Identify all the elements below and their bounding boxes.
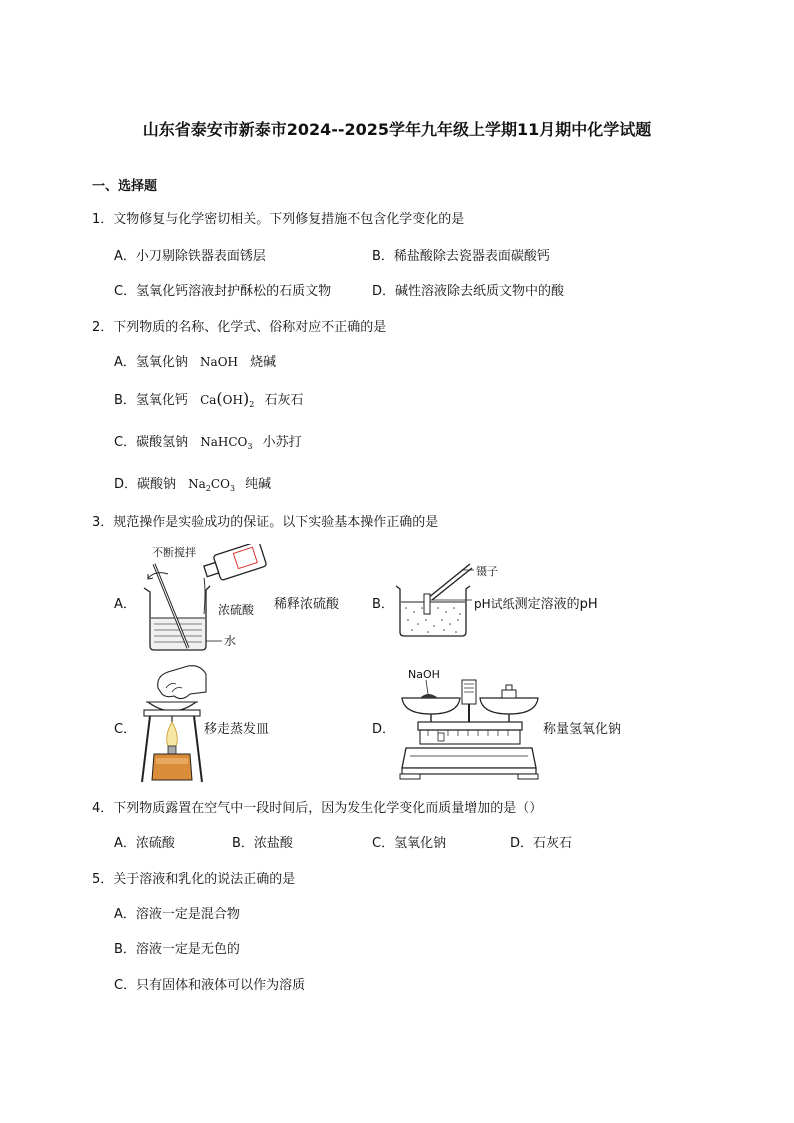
q2-stem: 2．下列物质的名称、化学式、俗称对应不正确的是 [92,320,387,335]
label-stir: 不断搅拌 [152,546,196,559]
q2-b-common: 石灰石 [264,393,304,408]
dilute-acid-illustration [138,544,274,652]
label-naoh: NaOH [408,668,440,681]
q2-b-formula: $Ca(OH)_2$ [200,389,255,409]
q1-option-d: D．碱性溶液除去纸质文物中的酸 [372,284,565,299]
q3-option-b-letter: B． [372,597,394,612]
q2-option-d [114,473,271,493]
q5-option-c: C．只有固体和液体可以作为溶质 [114,978,306,993]
q1-stem: 1．文物修复与化学密切相关。下列修复措施不包含化学变化的是 [92,212,465,227]
label-water: 水 [224,634,237,648]
q2-c-label: C．碳酸氢钠 [114,435,189,450]
q4-option-a: A．浓硫酸 [114,836,175,851]
q4-option-d: D．石灰石 [510,836,573,851]
q2-a-common: 烧碱 [250,355,277,370]
q3-option-b-caption: pH试纸测定溶液的pH [474,597,598,612]
q2-option-b [114,389,303,409]
q2-a-label: A．氢氧化钠 [114,355,188,370]
q3-option-d-letter: D． [372,722,396,737]
q4-stem: 4．下列物质露置在空气中一段时间后，因为发生化学变化而质量增加的是（） [92,801,543,816]
label-conc-acid: 浓硫酸 [218,603,255,617]
q2-option-c [114,431,302,451]
q3-option-c-caption: 移走蒸发皿 [204,722,270,737]
q3-option-a-letter: A． [114,597,136,612]
q3-option-d-caption: 称量氢氧化钠 [543,722,622,737]
label-ph-paper: pH试纸 [474,597,515,611]
q1-option-c: C．氢氧化钙溶液封护酥松的石质文物 [114,284,332,299]
q2-c-common: 小苏打 [262,435,302,450]
q2-b-label: B．氢氧化钙 [114,393,188,408]
q5-option-b: B．溶液一定是无色的 [114,942,240,957]
q3-stem: 3．规范操作是实验成功的保证。以下实验基本操作正确的是 [92,515,439,530]
q2-a-formula: NaOH [200,355,239,369]
page-title: 山东省泰安市新泰市2024--2025学年九年级上学期11月期中化学试题 [142,120,652,139]
q4-option-c: C．氢氧化钠 [372,836,447,851]
q3-option-a-caption: 稀释浓硫酸 [274,597,340,612]
q2-d-formula: $Na_2CO_3$ [188,477,236,493]
q5-option-a: A．溶液一定是混合物 [114,907,240,922]
evaporating-dish-illustration [136,662,208,784]
q2-d-common: 纯碱 [245,477,272,492]
q2-c-formula: NaHCO$_3$ [200,435,253,451]
section-heading: 一、选择题 [92,179,158,194]
q5-stem: 5．关于溶液和乳化的说法正确的是 [92,872,296,887]
label-tweezers: 镊子 [476,565,498,578]
q1-option-a: A．小刀剔除铁器表面锈层 [114,249,266,264]
q2-option-a [114,351,276,370]
balance-illustration [398,664,540,780]
q3-option-c-letter: C． [114,722,137,737]
q4-option-b: B．浓盐酸 [232,836,293,851]
q1-option-b: B．稀盐酸除去瓷器表面碳酸钙 [372,249,550,264]
q2-d-label: D．碳酸钠 [114,477,177,492]
